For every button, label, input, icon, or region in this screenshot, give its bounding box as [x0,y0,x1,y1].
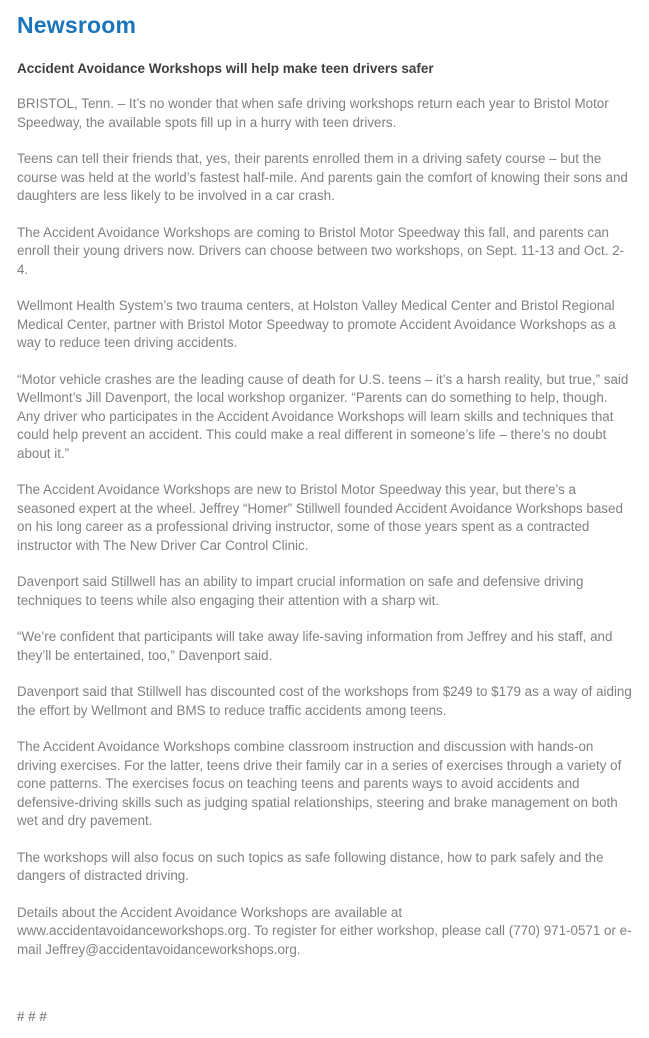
article-paragraph: Davenport said Stillwell has an ability to impart crucial information on safe and defensive driving techniques to teens while also engaging their attention with a sharp wit. [17,574,584,608]
article-paragraph: The Accident Avoidance Workshops are new to Bristol Motor Speedway this year, but there’s a seasoned expert at the wheel. Jeffrey “Homer” Stillwell founded Accident Avoidance Workshops based on his long career as a professional driving instructor, some of those years spent as a contracted instructor with The New Driver Car Control Clinic. [17,482,623,553]
end-of-release-mark: # # # [17,1009,47,1024]
article-paragraph: Davenport said that Stillwell has discounted cost of the workshops from $249 to $179 as a way of aiding the effort by Wellmont and BMS to reduce traffic accidents among teens. [17,684,632,718]
article-paragraph: “Motor vehicle crashes are the leading cause of death for U.S. teens – it’s a harsh reality, but true,” said Wellmont’s Jill Davenport, the local workshop organizer. “Parents can do something to help, though. Any driver who participates in the Accident Avoidance Workshops will learn skills and techniques that could help prevent an accident. This could make a real different in someone’s life – there’s no doubt about it.” [17,371,629,461]
page-title: Newsroom [17,12,137,38]
article-paragraph: BRISTOL, Tenn. – It’s no wonder that when safe driving workshops return each year to Bristol Motor Speedway, the available spots fill up in a hurry with teen drivers. [17,96,609,130]
article-body [17,95,633,959]
article-paragraph: “We’re confident that participants will take away life-saving information from Jeffrey and his staff, and they’ll be entertained, too,” Davenport said. [17,629,613,663]
article-paragraph: Wellmont Health System’s two trauma centers, at Holston Valley Medical Center and Bristol Regional Medical Center, partner with Bristol Motor Speedway to promote Accident Avoidance Workshops as a way to reduce teen driving accidents. [17,298,616,350]
article-paragraph: The Accident Avoidance Workshops combine classroom instruction and discussion with hands-on driving exercises. For the latter, teens drive their family car in a series of exercises through a variety of cone patterns. The exercises focus on teaching teens and parents ways to avoid accidents and defensive-driving skills such as judging spatial relationships, steering and brake management on both wet and dry pavement. [17,739,622,828]
article-paragraph: The Accident Avoidance Workshops are coming to Bristol Motor Speedway this fall, and parents can enroll their young drivers now. Drivers can choose between two workshops, on Sept. 11-13 and Oct. 2-4. [17,224,625,277]
article-paragraph: Teens can tell their friends that, yes, their parents enrolled them in a driving safety course – but the course was held at the world’s fastest half-mile. And parents gain the comfort of knowing their sons and daughters are less likely to be involved in a car crash. [17,151,628,203]
article-paragraph: Details about the Accident Avoidance Workshops are available at www.accidentavoidanceworkshops.org. To register for either workshop, please call (770) 971-0571 or e-mail Jeffrey@accidentavoidanceworkshops.org. [17,904,632,957]
article-paragraph: The workshops will also focus on such topics as safe following distance, how to park safely and the dangers of distracted driving. [17,849,604,883]
article-headline: Accident Avoidance Workshops will help make teen drivers safer [17,61,434,76]
